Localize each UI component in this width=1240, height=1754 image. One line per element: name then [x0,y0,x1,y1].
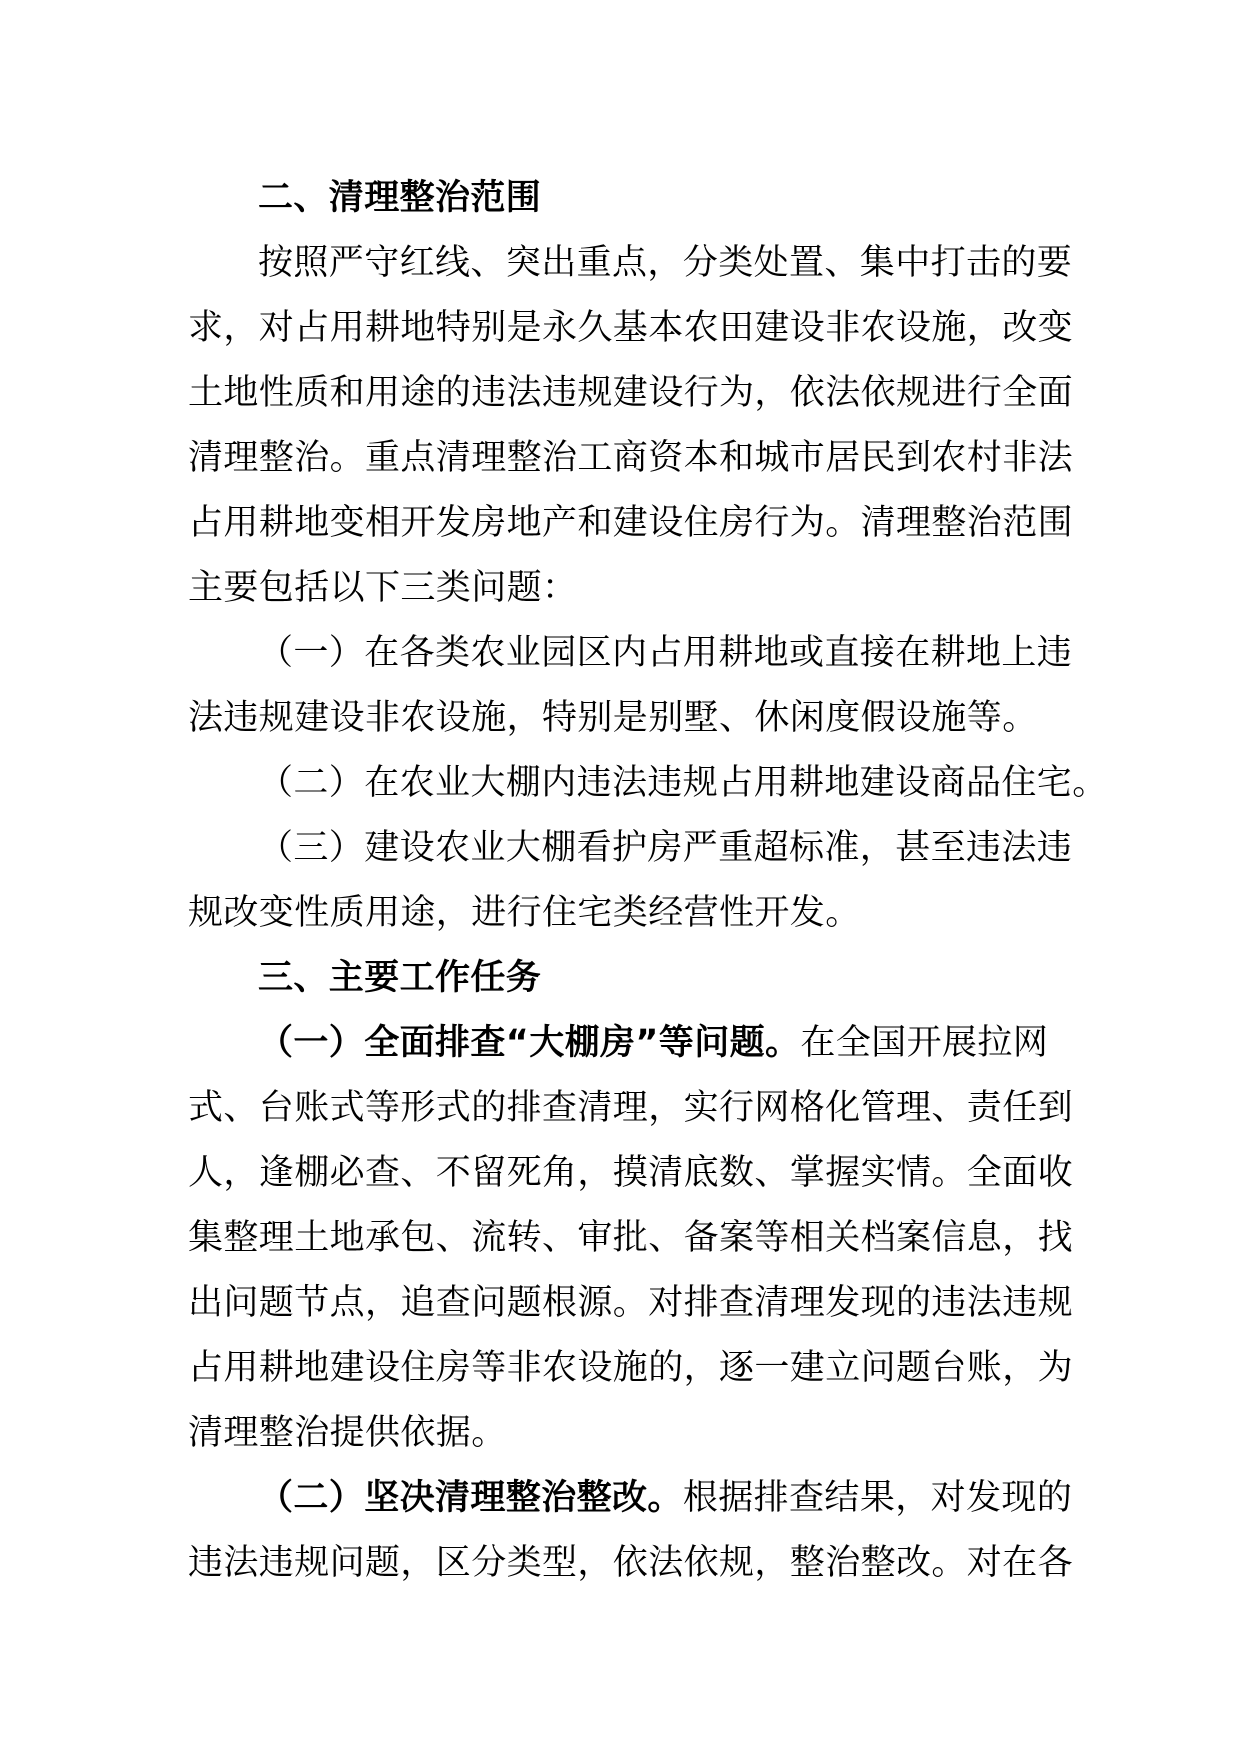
list-item-line: （一）在各类农业园区内占用耕地或直接在耕地上违 [258,633,1073,673]
task-lead: （一）全面排查“大棚房”等问题。 [258,1023,801,1063]
paragraph-line: 占用耕地建设住房等非农设施的，逐一建立问题台账，为 [188,1348,1074,1388]
paragraph-line: 出问题节点，追查问题根源。对排查清理发现的违法违规 [188,1283,1074,1323]
paragraph-line: 主要包括以下三类问题： [188,568,578,608]
paragraph-line: 求，对占用耕地特别是永久基本农田建设非农设施，改变 [188,308,1074,348]
document-page [188,166,1108,1596]
paragraph-line: 人，逢棚必查、不留死角，摸清底数、掌握实情。全面收 [188,1153,1074,1193]
task-first-line [188,1466,1073,1531]
paragraph-line: 违法违规问题，区分类型，依法依规，整治整改。对在各 [188,1543,1074,1583]
paragraph-line: 土地性质和用途的违法违规建设行为，依法依规进行全面 [188,373,1074,413]
section-heading-tasks: 三、主要工作任务 [258,958,542,998]
section-heading-scope: 二、清理整治范围 [258,178,542,218]
paragraph-line: 占用耕地变相开发房地产和建设住房行为。清理整治范围 [188,503,1074,543]
list-item-line: （二）在农业大棚内违法违规占用耕地建设商品住宅。 [258,763,1108,803]
task-text: 根据排查结果，对发现的 [682,1478,1073,1518]
list-item-line: （三）建设农业大棚看护房严重超标准，甚至违法违 [258,828,1073,868]
paragraph-line: 清理整治提供依据。 [188,1413,507,1453]
paragraph-line: 按照严守红线、突出重点，分类处置、集中打击的要 [258,243,1073,283]
task-first-line [188,1011,1056,1076]
paragraph-line: 式、台账式等形式的排查清理，实行网格化管理、责任到 [188,1088,1074,1128]
task-text: 在全国开展拉网 [800,1023,1049,1063]
list-item-line: 法违规建设非农设施，特别是别墅、休闲度假设施等。 [188,698,1038,738]
task-lead: （二）坚决清理整治整改。 [258,1478,683,1518]
list-item-line: 规改变性质用途，进行住宅类经营性开发。 [188,893,861,933]
paragraph-line: 清理整治。重点清理整治工商资本和城市居民到农村非法 [188,438,1074,478]
paragraph-line: 集整理土地承包、流转、审批、备案等相关档案信息，找 [188,1218,1074,1258]
